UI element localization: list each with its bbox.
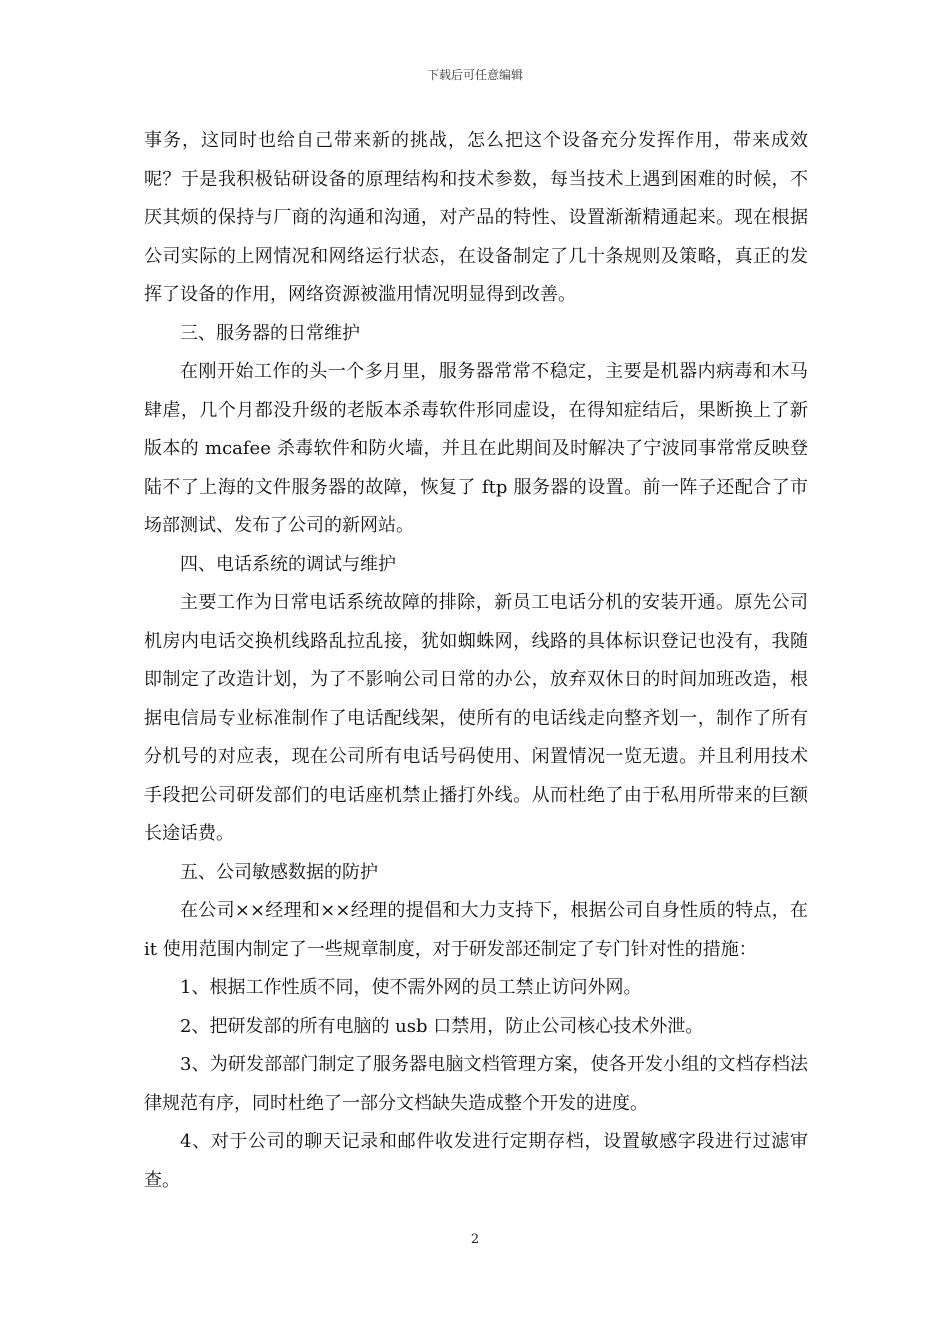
page-number: 2 bbox=[470, 1232, 480, 1247]
document-body bbox=[144, 122, 808, 1200]
list-item-3: 3、为研发部部门制定了服务器电脑文档管理方案，使各开发小组的文档存档法律规范有序，同时杜绝了一部分文档缺失造成整个开发的进度。 bbox=[144, 1054, 808, 1114]
paragraph-continuation: 事务，这同时也给自己带来新的挑战，怎么把这个设备充分发挥作用，带来成效呢？于是我积极钻研设备的原理结构和技术参数，每当技术上遇到困难的时候，不厌其烦的保持与厂商的沟通和沟通，对产品的特性、设置渐渐精通起来。现在根据公司实际的上网情况和网络运行状态，在设备制定了几十条规则及策略，真正的发挥了设备的作用，网络资源被滥用情况明显得到改善。 bbox=[144, 130, 808, 305]
page-header: 下载后可任意编辑 bbox=[426, 68, 523, 82]
section-heading-data-protection: 五、公司敏感数据的防护 bbox=[180, 861, 378, 883]
section-heading-server-maintenance: 三、服务器的日常维护 bbox=[180, 322, 360, 344]
list-item-1: 1、根据工作性质不同，使不需外网的员工禁止访问外网。 bbox=[180, 977, 642, 998]
paragraph-phone-system: 主要工作为日常电话系统故障的排除，新员工电话分机的安装开通。原先公司机房内电话交换机线路乱拉乱接，犹如蜘蛛网，线路的具体标识登记也没有，我随即制定了改造计划，为了不影响公司日常的办公，放弃双休日的时间加班改造，根据电信局专业标准制作了电话配线架，使所有的电话线走向整齐划一，制作了所有分机号的对应表，现在公司所有电话号码使用、闲置情况一览无遗。并且利用技术手段把公司研发部们的电话座机禁止播打外线。从而杜绝了由于私用所带来的巨额长途话费。 bbox=[144, 592, 808, 844]
section-heading-phone-system: 四、电话系统的调试与维护 bbox=[180, 553, 396, 575]
list-item-4: 4、对于公司的聊天记录和邮件收发进行定期存档，设置敏感字段进行过滤审查。 bbox=[144, 1131, 808, 1191]
list-item-2: 2、把研发部的所有电脑的 usb 口禁用，防止公司核心技术外泄。 bbox=[180, 1015, 704, 1037]
paragraph-server-maintenance: 在刚开始工作的头一个多月里，服务器常常不稳定，主要是机器内病毒和木马肆虐，几个月都没升级的老版本杀毒软件形同虚设，在得知症结后，果断换上了新版本的 mcafee 杀毒软件和防火墙，并且在此期间及时解决了宁波同事常常反映登陆不了上海的文件服务器的故障，恢复了 ftp 服务器的设置。前一阵子还配合了市场部测试、发布了公司的新网站。 bbox=[144, 361, 808, 536]
paragraph-data-protection: 在公司××经理和××经理的提倡和大力支持下，根据公司自身性质的特点，在 it 使用范围内制定了一些规章制度，对于研发部还制定了专门针对性的措施： bbox=[144, 900, 808, 960]
